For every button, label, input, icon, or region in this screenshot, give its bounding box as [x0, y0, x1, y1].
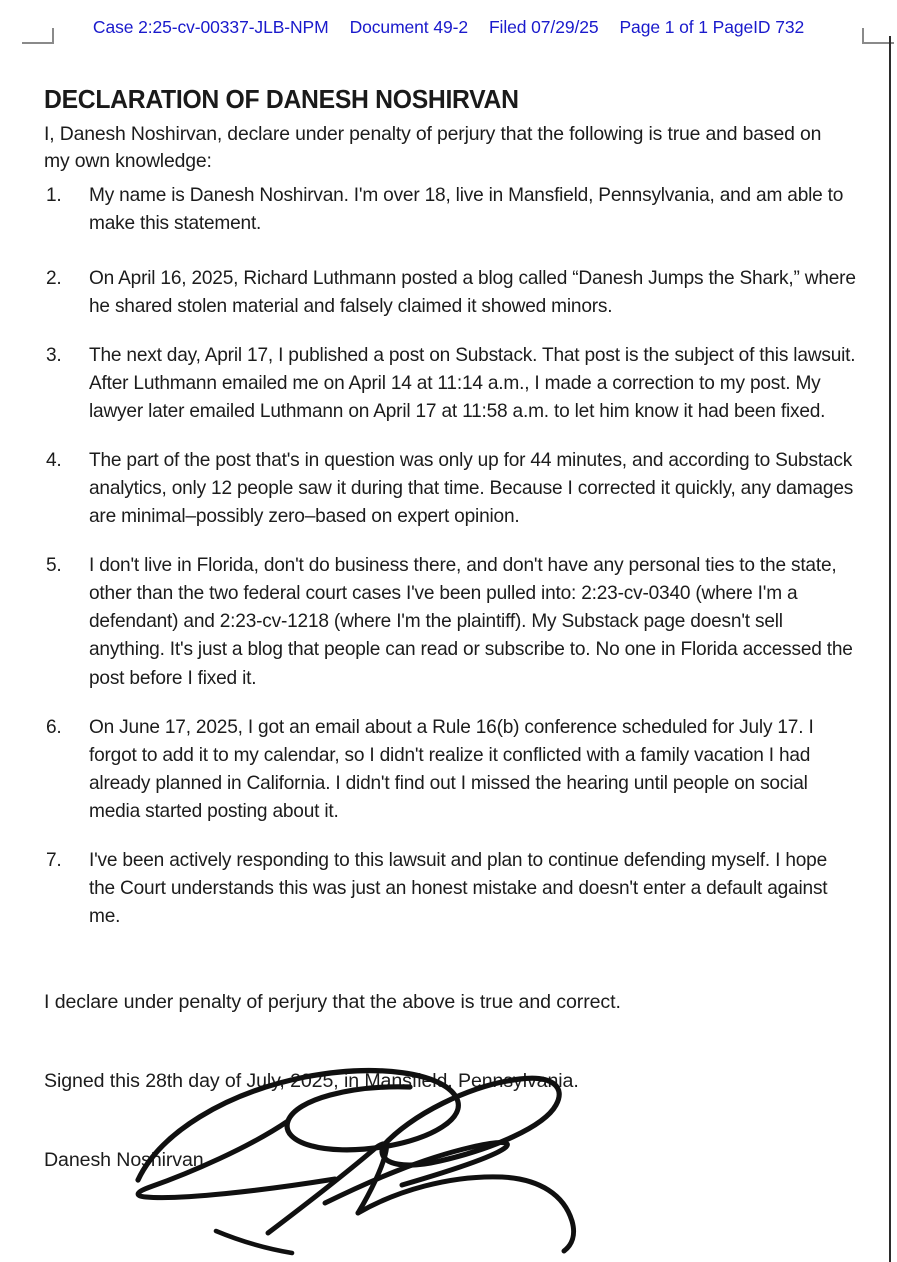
perjury-closing-statement: I declare under penalty of perjury that the above is true and correct. [44, 991, 621, 1014]
paragraph-text: The part of the post that's in question was only up for 44 minutes, and according to Substack analytics, only 12 people saw it during that time. Because I corrected it quickly, any damages are minimal–possibly zero–based on expert opinion. [89, 450, 854, 528]
paragraph-number: 6. [46, 716, 62, 738]
paragraph-text: On April 16, 2025, Richard Luthmann posted a blog called “Danesh Jumps the Shark,” where he shared stolen material and falsely claimed it showed minors. [89, 267, 856, 317]
paragraph-number: 4. [46, 450, 62, 472]
crop-mark-top-left [22, 28, 54, 44]
declaration-preamble: I, Danesh Noshirvan, declare under penalty of perjury that the following is true and based on my own knowledge: [44, 122, 822, 173]
page-title: DECLARATION OF DANESH NOSHIRVAN [44, 86, 519, 114]
paragraph-text: I've been actively responding to this lawsuit and plan to continue defending myself. I hope the Court understands this was just an honest mistake and doesn't enter a default against me. [89, 849, 828, 927]
paragraph-number: 2. [46, 267, 62, 289]
header-case-number: Case 2:25-cv-00337-JLB-NPM [92, 17, 329, 37]
paragraph-number: 1. [46, 184, 62, 206]
paragraph-text: On June 17, 2025, I got an email about a Rule 16(b) conference scheduled for July 17. I forgot to add it to my calendar, so I didn't realize it conflicted with a family vacation I had already planned in California. I didn't find out I missed the hearing until people on social media started posting about it. [89, 716, 814, 822]
declaration-body [44, 86, 856, 1192]
declaration-paragraph [44, 447, 856, 531]
header-filed-date: Filed 07/29/25 [488, 17, 599, 37]
declaration-paragraph [44, 714, 856, 826]
scan-edge-rule [889, 36, 891, 1262]
signed-date-line: Signed this 28th day of July, 2025, in Mansfield, Pennsylvania. [44, 1070, 579, 1093]
paragraph-text: My name is Danesh Noshirvan. I'm over 18, live in Mansfield, Pennsylvania, and am able to make this statement. [89, 184, 844, 234]
paragraph-number: 7. [46, 849, 62, 871]
paragraph-text: I don't live in Florida, don't do business there, and don't have any personal ties to the state, other than the two federal court cases I've been pulled into: 2:23-cv-0340 (where I'm a defendant) and 2:23-cv-1218 (where I'm the plaintiff). My Substack page doesn't sell anything. It's just a blog that people can read or subscribe to. No one in Florida accessed the post before I fixed it. [89, 555, 853, 689]
declaration-paragraph [44, 342, 856, 426]
declaration-paragraph [44, 182, 856, 238]
header-page-id: Page 1 of 1 PageID 732 [619, 17, 805, 37]
declaration-paragraph [44, 847, 856, 931]
signer-printed-name: Danesh Noshirvan [44, 1149, 204, 1172]
declaration-paragraph [44, 552, 856, 692]
ecf-header-stamp [0, 17, 897, 38]
declaration-paragraph [44, 265, 856, 321]
numbered-paragraph-list [44, 182, 856, 931]
paragraph-number: 3. [46, 344, 62, 366]
header-document-number: Document 49-2 [349, 17, 468, 37]
paragraph-number: 5. [46, 555, 62, 577]
paragraph-text: The next day, April 17, I published a post on Substack. That post is the subject of this lawsuit. After Luthmann emailed me on April 14 at 11:14 a.m., I made a correction to my post. My lawyer later emailed Luthmann on April 17 at 11:58 a.m. to let him know it had been fixed. [89, 344, 856, 423]
